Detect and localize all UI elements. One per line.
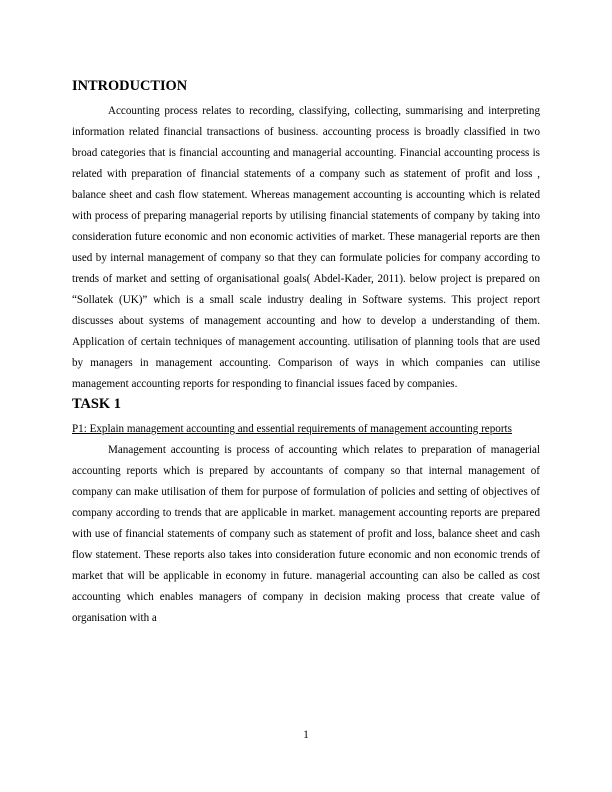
page-number: 1 <box>303 729 309 741</box>
task1-heading: TASK 1 <box>72 396 121 412</box>
task1-subheading: P1: Explain management accounting and essential requirements of management accounting reports <box>72 423 512 435</box>
introduction-heading: INTRODUCTION <box>72 78 188 94</box>
introduction-paragraph: Accounting process relates to recording, classifying, collecting, summarising and interpreting information related financial transactions of business. accounting process is broadly classified in two broad categories that is financial accounting and managerial accounting. Financial accounting process is related with preparation of financial statements of a company such as statement of profit and loss , balance sheet and cash flow statement. Whereas management accounting is accounting which is related with process of preparing managerial reports by utilising financial statements of company by taking into consideration future economic and non economic activities of market. These managerial reports are then used by internal management of company so that they can formulate policies for company according to trends of market and setting of organisational goals( Abdel-Kader, 2011). below project is prepared on “Sollatek (UK)” which is a small scale industry dealing in Software systems. This project report discusses about systems of management accounting and how to develop a understanding of them. Application of certain techniques of management accounting. utilisation of planning tools that are used by managers in management accounting. Comparison of ways in which companies can utilise management accounting reports for responding to financial issues faced by companies. <box>72 105 540 390</box>
page-content <box>72 77 540 629</box>
task1-paragraph: Management accounting is process of accounting which relates to preparation of managerial accounting reports which is prepared by accountants of company so that internal management of company can make utilisation of them for purpose of formulation of policies and setting of objectives of company according to trends that are applicable in market. management accounting reports are prepared with use of financial statements of company such as statement of profit and loss, balance sheet and cash flow statement. These reports also takes into consideration future economic and non economic trends of market that will be applicable in economy in future. managerial accounting can also be called as cost accounting which enables managers of company in decision making process that create value of organisation with a <box>72 444 540 624</box>
